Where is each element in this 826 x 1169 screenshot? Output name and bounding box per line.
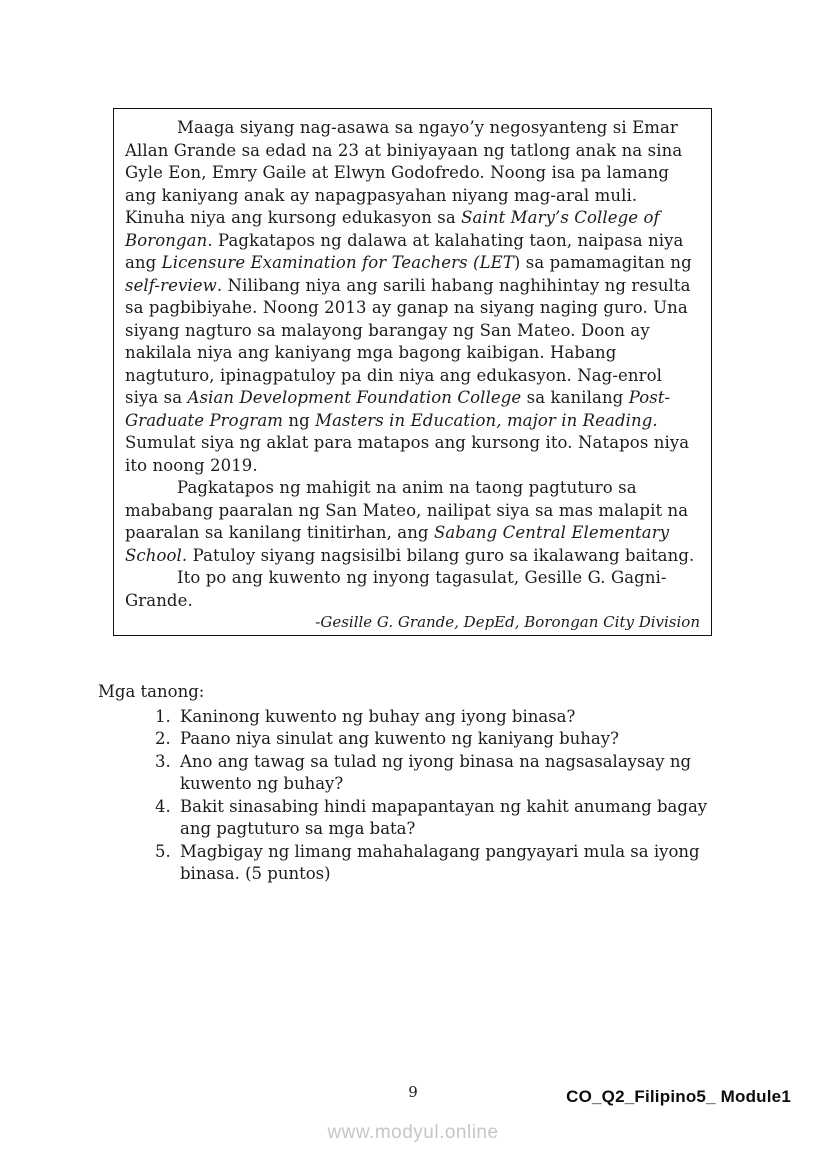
question-item: 3. Ano ang tawag sa tulad ng iyong binasa na nagsasalaysay ng kuwento ng buhay? [176,751,714,796]
italic-text-segment: Masters in Education, major in Reading. [315,410,658,430]
story-paragraph [125,567,700,612]
italic-text-segment: Asian Development Foundation College [187,388,522,407]
story-attribution: -Gesille G. Grande, DepEd, Borongan City Division [315,613,700,631]
text-segment: Patuloy siyang nagsisilbi bilang guro sa ikalawang baitang. [187,545,695,565]
italic-text-segment: Saint Mary’s College of Borongan. [125,208,660,250]
text-segment: ng [283,410,316,430]
text-segment: sa kanilang [521,388,629,407]
question-item: 5. Magbigay ng limang mahahalagang pangyayari mula sa iyong binasa. (5 puntos) [176,841,714,886]
text-segment: Pagkatapos ng mahigit na anim na taong pagtuturo sa mababang paaralan ng San Mateo, nailipat siya sa mas malapit na paaralan sa kanilang tinitirhan, ang [125,478,689,542]
questions-section [98,681,714,886]
watermark-text: www.modyul.online [327,1122,499,1143]
page-number: 9 [408,1083,418,1101]
story-paragraph [125,477,700,567]
questions-heading: Mga tanong: [98,682,205,701]
question-item: 4. Bakit sinasabing hindi mapapantayan ng kahit anumang bagay ang pagtuturo sa mga bata? [176,796,714,841]
question-item: 1. Kaninong kuwento ng buhay ang iyong binasa? [176,706,714,729]
question-item: 2. Paano niya sinulat ang kuwento ng kaniyang buhay? [176,728,714,751]
text-segment: Ito po ang kuwento ng inyong tagasulat, Gesille G. Gagni-Grande. [125,568,667,610]
story-paragraph [125,117,700,477]
italic-text-segment: Licensure Examination for Teachers (LET [161,253,514,272]
module-code: CO_Q2_Filipino5_ Module1 [566,1087,791,1106]
text-segment: Sumulat siya ng aklat para matapos ang kursong ito. Natapos niya ito noong 2019. [125,433,690,475]
text-segment: Pagkatapos ng dalawa at kalahating taon, naipasa niya ang [125,230,684,272]
italic-text-segment: self-review [125,275,217,295]
italic-text-segment: Post-Graduate Program [125,388,671,430]
text-segment: Maaga siyang nag-asawa sa ngayo’y negosyanteng si Emar Allan Grande sa edad na 23 at biniyayaan ng tatlong anak na sina Gyle Eon, Emry Gaile at Elwyn Godofredo. Noong isa pa lamang ang kaniyang anak ay napagpasyahan niyang mag-aral muli. Kinuha niya ang kursong edukasyon sa [125,118,683,227]
story-box [113,108,712,636]
text-segment: . Nilibang niya ang sarili habang naghihintay ng resulta sa pagbibiyahe. Noong 2013 ay ganap na siyang naging guro. Una siyang nagturo sa malayong barangay ng San Mateo. Doon ay nakilala niya ang kaniyang mga bagong kaibigan. Habang nagtuturo, ipinagpatuloy pa din niya ang edukasyon. Nag-enrol siya sa [125,275,691,407]
questions-list [98,706,714,886]
italic-text-segment: Sabang Central Elementary School. [125,523,670,565]
text-segment: ) sa pamamagitan ng [513,253,692,272]
